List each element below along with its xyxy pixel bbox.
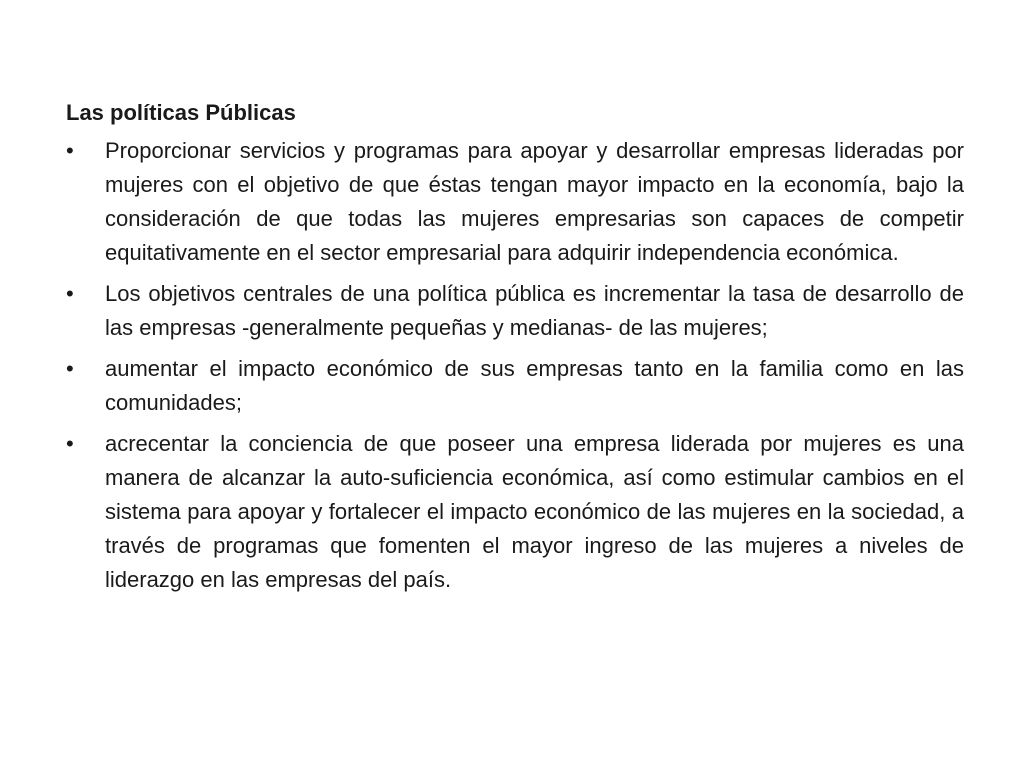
bullet-marker: • xyxy=(66,281,74,306)
bullet-marker: • xyxy=(66,138,74,163)
bullet-item-1 xyxy=(66,134,964,270)
bullet-list xyxy=(66,134,964,597)
bullet-item-3 xyxy=(66,352,964,420)
bullet-marker: • xyxy=(66,431,74,456)
bullet-text: acrecentar la conciencia de que poseer una empresa liderada por mujeres es una manera de alcanzar la auto-suficiencia económica, así como estimular cambios en el sistema para apoyar y fortalecer el impacto económico de las mujeres en la sociedad, a través de programas que fomenten el mayor ingreso de las mujeres a niveles de liderazgo en las empresas del país. xyxy=(105,431,964,592)
slide-content xyxy=(66,96,964,604)
bullet-text: Proporcionar servicios y programas para apoyar y desarrollar empresas lideradas por mujeres con el objetivo de que éstas tengan mayor impacto en la economía, bajo la consideración de que todas las mujeres empresarias son capaces de competir equitativamente en el sector empresarial para adquirir independencia económica. xyxy=(105,138,964,265)
slide-title: Las políticas Públicas xyxy=(66,100,296,125)
bullet-text: aumentar el impacto económico de sus empresas tanto en la familia como en las comunidades; xyxy=(105,356,964,415)
bullet-marker: • xyxy=(66,356,74,381)
bullet-item-4 xyxy=(66,427,964,597)
bullet-text: Los objetivos centrales de una política pública es incrementar la tasa de desarrollo de las empresas -generalmente pequeñas y medianas- de las mujeres; xyxy=(105,281,964,340)
bullet-item-2 xyxy=(66,277,964,345)
